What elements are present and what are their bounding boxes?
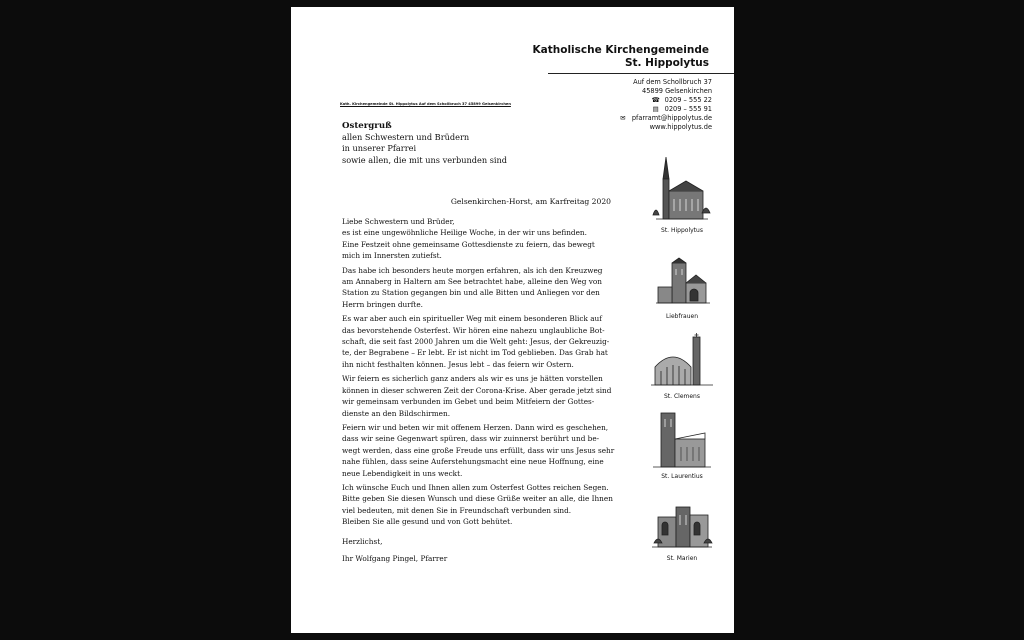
email-line bbox=[618, 114, 712, 123]
sender-return-line: Kath. Kirchengemeinde St. Hippolytus Auf dem Schollbruch 37 45899 Gelsenkirchen bbox=[340, 102, 511, 106]
contact-block bbox=[618, 78, 712, 133]
romanesque-church-icon bbox=[652, 257, 712, 311]
paragraph: Es war aber auch ein spiritueller Weg mit einem besonderen Blick auf das bevorstehende Osterfest. Wir hören eine nahezu unglaubliche Bot- schaft, die seit fast 2000 Jahren um die Welt geht: Jesus, der Gekreuzig- te, der Begrabene – Er lebt. Er ist nicht im Tod geblieben. Das Grab hat ihn nicht festhalten können. Jesus lebt – das feiern wir Ostern. bbox=[342, 314, 610, 369]
gothic-church-icon bbox=[652, 153, 712, 225]
church-label: St. Laurentius bbox=[661, 473, 703, 480]
church-label: St. Hippolytus bbox=[661, 227, 703, 234]
fax-number: 0209 – 555 91 bbox=[664, 105, 712, 114]
place-and-date: Gelsenkirchen-Horst, am Karfreitag 2020 bbox=[450, 197, 611, 206]
parish-name: St. Hippolytus bbox=[624, 57, 709, 69]
church-st-laurentius bbox=[641, 409, 723, 480]
tower-church-icon bbox=[651, 409, 713, 471]
closing-block bbox=[342, 536, 636, 565]
church-st-marien bbox=[641, 499, 723, 562]
address-line: Auf dem Schollbruch 37 bbox=[633, 78, 712, 86]
church-ruin-icon bbox=[650, 499, 714, 553]
website-line: www.hippolytus.de bbox=[649, 123, 712, 132]
greeting-title: Ostergruß bbox=[342, 121, 392, 131]
recipient-line: sowie allen, die mit uns verbunden sind bbox=[342, 154, 508, 165]
church-liebfrauen bbox=[641, 257, 723, 320]
paragraph: Feiern wir und beten wir mit offenem Herzen. Dann wird es geschehen, dass wir seine Gegenwart spüren, dass wir zuinnerst berührt und be- wegt werden, dass eine große Freude uns erfüllt, dass wir uns Jesus sehr nahe fühlen, dass seine Auferstehungsmacht eine neue Hoffnung, eine neue Lebendigkeit in uns weckt. bbox=[342, 422, 615, 478]
letterhead-organization bbox=[533, 44, 709, 70]
letter-page bbox=[291, 7, 734, 633]
church-label: St. Clemens bbox=[664, 393, 700, 400]
paragraph: Wir feiern es sicherlich ganz anders als wir es uns je hätten vorstellen können in dieser schweren Zeit der Corona-Krise. Aber gerade jetzt sind wir gemeinsam verbunden im Gebet und beim Mitfeiern der Gottes- dienste an den Bildschirmen. bbox=[342, 374, 612, 418]
church-label: Liebfrauen bbox=[665, 313, 699, 320]
church-st-clemens bbox=[641, 333, 723, 400]
salutation: Liebe Schwestern und Brüder, bbox=[342, 217, 455, 226]
paragraph: Das habe ich besonders heute morgen erfahren, als ich den Kreuzweg am Annaberg in Haltern am See betrachtet habe, alleine den Weg von Station zu Station gegangen bin und alle Bitten und Anliegen vor den Herrn bringen durfte. bbox=[342, 265, 603, 309]
phone-number: 0209 – 555 22 bbox=[664, 96, 712, 105]
envelope-icon: ✉ bbox=[620, 114, 626, 123]
modern-church-icon bbox=[649, 333, 715, 391]
church-label: St. Marien bbox=[666, 555, 698, 562]
paragraph: Ich wünsche Euch und Ihnen allen zum Osterfest Gottes reichen Segen. Bitte geben Sie diesen Wunsch und diese Grüße weiter an alle, die Ihnen viel bedeuten, mit denen Sie in Freundschaft verbunden sind. Bleiben Sie alle gesund und von Gott behütet. bbox=[342, 482, 613, 527]
org-name: Katholische Kirchengemeinde bbox=[532, 44, 709, 56]
letter-body bbox=[342, 216, 636, 570]
fax-line bbox=[618, 105, 712, 114]
recipient-line: allen Schwestern und Brüdern bbox=[342, 132, 470, 143]
telephone-icon: ☎ bbox=[651, 96, 660, 105]
email-address: pfarramt@hippolytus.de bbox=[631, 114, 712, 123]
paragraph: es ist eine ungewöhnliche Heilige Woche, in der wir uns befinden. Eine Festzeit ohne gemeinsame Gottesdienste zu feiern, das bewegt mich im Innersten zutiefst. bbox=[342, 228, 595, 261]
city-line: 45899 Gelsenkirchen bbox=[642, 87, 712, 96]
fax-icon: ▤ bbox=[652, 105, 659, 114]
letterhead-divider bbox=[548, 73, 734, 74]
closing: Herzlichst, bbox=[342, 536, 383, 546]
recipient-line: in unserer Pfarrei bbox=[342, 143, 417, 154]
signature: Ihr Wolfgang Pingel, Pfarrer bbox=[342, 553, 448, 563]
recipient-block bbox=[342, 121, 507, 166]
phone-line bbox=[618, 96, 712, 105]
church-st-hippolytus bbox=[641, 153, 723, 234]
